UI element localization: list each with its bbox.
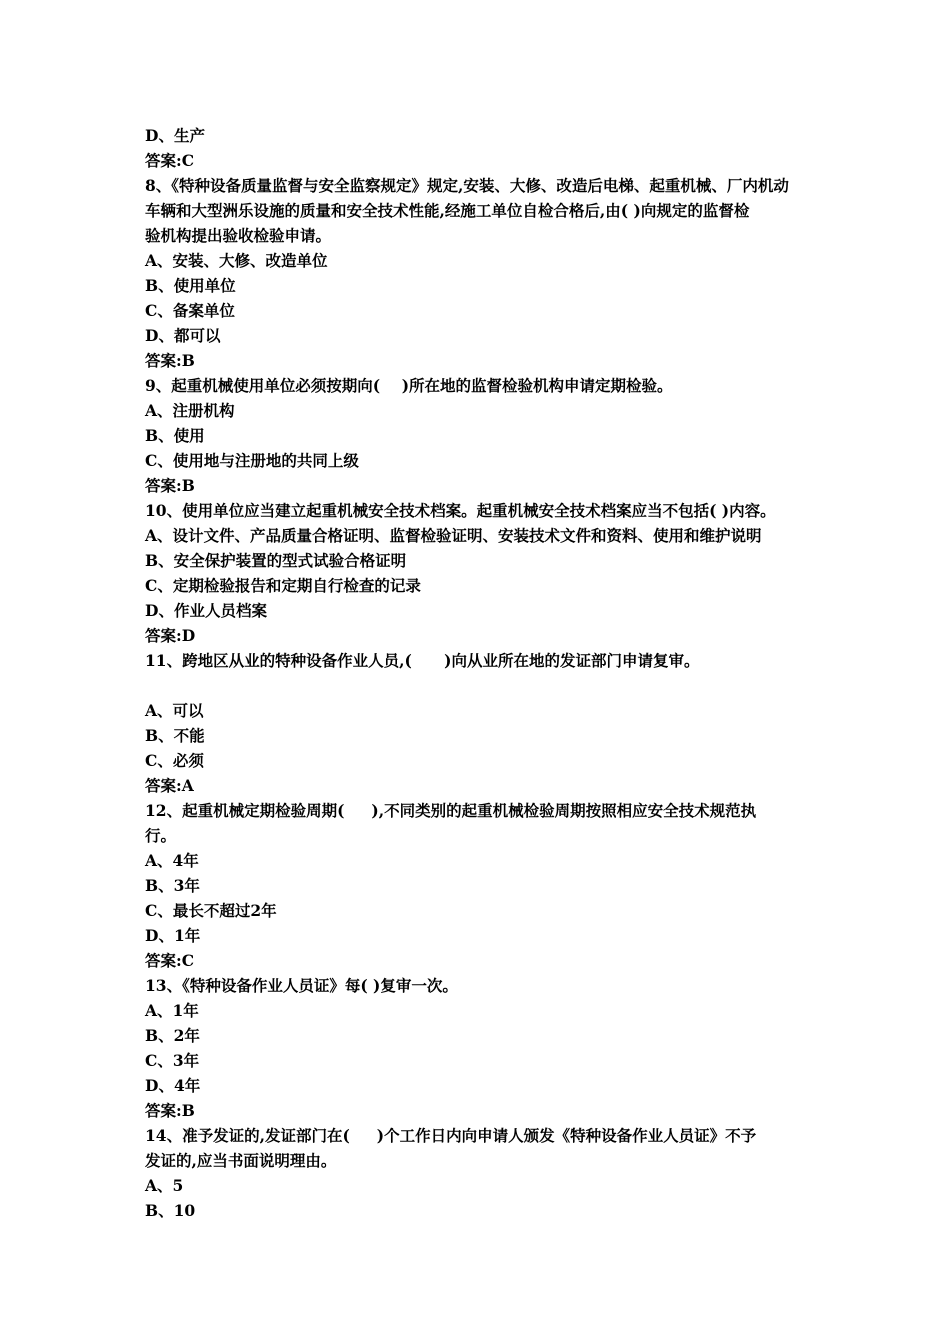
question-12-line-1: 12、起重机械定期检验周期( ),不同类别的起重机械检验周期按照相应安全技术规范执: [145, 801, 757, 820]
option-line: B、使用: [145, 426, 205, 445]
option-line: C、3年: [145, 1051, 200, 1070]
answer-line: 答案:C: [145, 151, 195, 170]
option-line: C、使用地与注册地的共同上级: [145, 451, 359, 470]
option-line: C、最长不超过2年: [145, 901, 277, 920]
question-14-line-1: 14、准予发证的,发证部门在( )个工作日内向申请人颁发《特种设备作业人员证》不予: [145, 1126, 757, 1145]
option-line: B、2年: [145, 1026, 200, 1045]
question-14-line-2: 发证的,应当书面说明理由。: [145, 1151, 337, 1170]
option-line: D、都可以: [145, 326, 221, 345]
option-line: D、1年: [145, 926, 201, 945]
question-9-line: 9、起重机械使用单位必须按期向( )所在地的监督检验机构申请定期检验。: [145, 376, 673, 395]
question-8-line-2: 车辆和大型洲乐设施的质量和安全技术性能,经施工单位自检合格后,由( )向规定的监督检: [145, 201, 750, 220]
option-line: D、4年: [145, 1076, 201, 1095]
question-11-line: 11、跨地区从业的特种设备作业人员,( )向从业所在地的发证部门申请复审。: [145, 651, 700, 670]
option-line: D、作业人员档案: [145, 601, 267, 620]
option-line: B、3年: [145, 876, 200, 895]
question-10-line: 10、使用单位应当建立起重机械安全技术档案。起重机械安全技术档案应当不包括( )内容。: [145, 501, 776, 520]
option-line: C、备案单位: [145, 301, 235, 320]
answer-line: 答案:D: [145, 626, 196, 645]
answer-line: 答案:B: [145, 476, 195, 495]
option-line: A、1年: [145, 1001, 199, 1020]
question-12-line-2: 行。: [145, 826, 177, 845]
blank-line: [145, 673, 810, 698]
option-line: A、可以: [145, 701, 204, 720]
option-line: B、安全保护装置的型式试验合格证明: [145, 551, 407, 570]
answer-line: 答案:A: [145, 776, 194, 795]
option-line: B、10: [145, 1201, 196, 1220]
option-line: A、注册机构: [145, 401, 235, 420]
option-line: C、必须: [145, 751, 204, 770]
question-13-line: 13、《特种设备作业人员证》每( )复审一次。: [145, 976, 458, 995]
option-line: A、5: [145, 1176, 184, 1195]
question-8-line-1: 8、《特种设备质量监督与安全监察规定》规定,安装、大修、改造后电梯、起重机械、厂内机动: [145, 176, 789, 195]
answer-line: 答案:C: [145, 951, 195, 970]
document-body: [145, 123, 810, 1223]
question-8-line-3: 验机构提出验收检验申请。: [145, 226, 332, 245]
option-line: A、设计文件、产品质量合格证明、监督检验证明、安装技术文件和资料、使用和维护说明: [145, 526, 762, 545]
answer-line: 答案:B: [145, 351, 195, 370]
option-line: D、生产: [145, 126, 205, 145]
answer-line: 答案:B: [145, 1101, 195, 1120]
option-line: B、使用单位: [145, 276, 236, 295]
option-line: C、定期检验报告和定期自行检查的记录: [145, 576, 421, 595]
option-line: A、4年: [145, 851, 199, 870]
option-line: B、不能: [145, 726, 205, 745]
option-line: A、安装、大修、改造单位: [145, 251, 328, 270]
